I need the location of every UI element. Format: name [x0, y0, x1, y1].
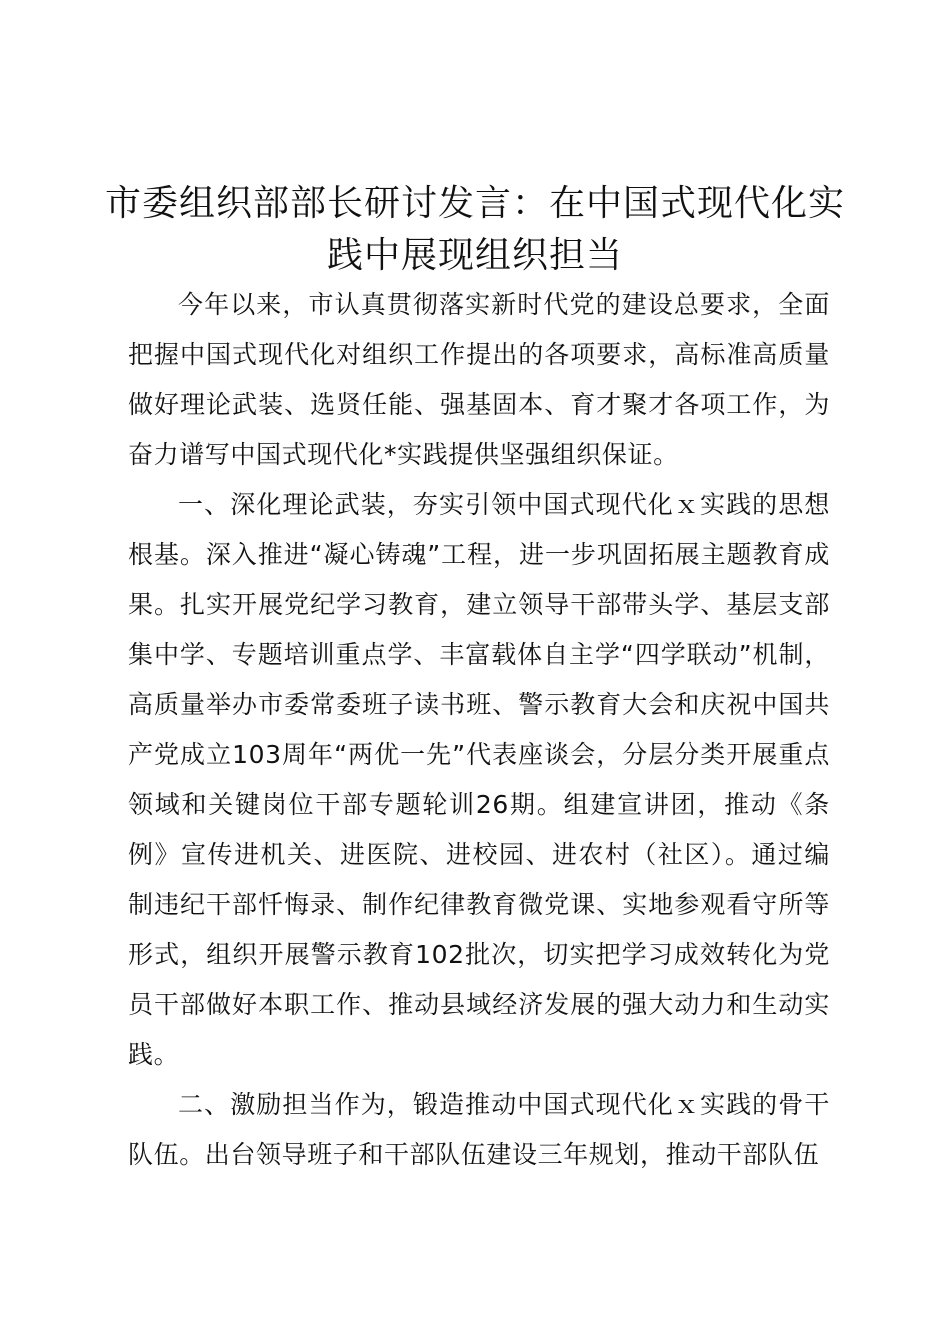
- paragraph-section-1: 一、深化理论武装，夯实引领中国式现代化ｘ实践的思想根基。深入推进“凝心铸魂”工程，进一步巩固拓展主题教育成果。扎实开展党纪学习教育，建立领导干部带头学、基层支部集中学、专题培训重点学、丰富载体自主学“四学联动”机制，高质量举办市委常委班子读书班、警示教育大会和庆祝中国共产党成立103周年“两优一先”代表座谈会，分层分类开展重点领域和关键岗位干部专题轮训26期。组建宣讲团，推动《条例》宣传进机关、进医院、进校园、进农村（社区）。通过编制违纪干部忏悔录、制作纪律教育微党课、实地参观看守所等形式，组织开展警示教育102批次，切实把学习成效转化为党员干部做好本职工作、推动县域经济发展的强大动力和生动实践。: [128, 490, 830, 1069]
- document-body: [128, 280, 830, 1180]
- document-title: 市委组织部部长研讨发言：在中国式现代化实践中展现组织担当: [104, 183, 845, 276]
- paragraph-intro: 今年以来，市认真贯彻落实新时代党的建设总要求，全面把握中国式现代化对组织工作提出的各项要求，高标准高质量做好理论武装、选贤任能、强基固本、育才聚才各项工作，为奋力谱写中国式现代化*实践提供坚强组织保证。: [128, 290, 830, 469]
- paragraph-section-2: 二、激励担当作为，锻造推动中国式现代化ｘ实践的骨干队伍。出台领导班子和干部队伍建设三年规划，推动干部队伍: [128, 1090, 830, 1169]
